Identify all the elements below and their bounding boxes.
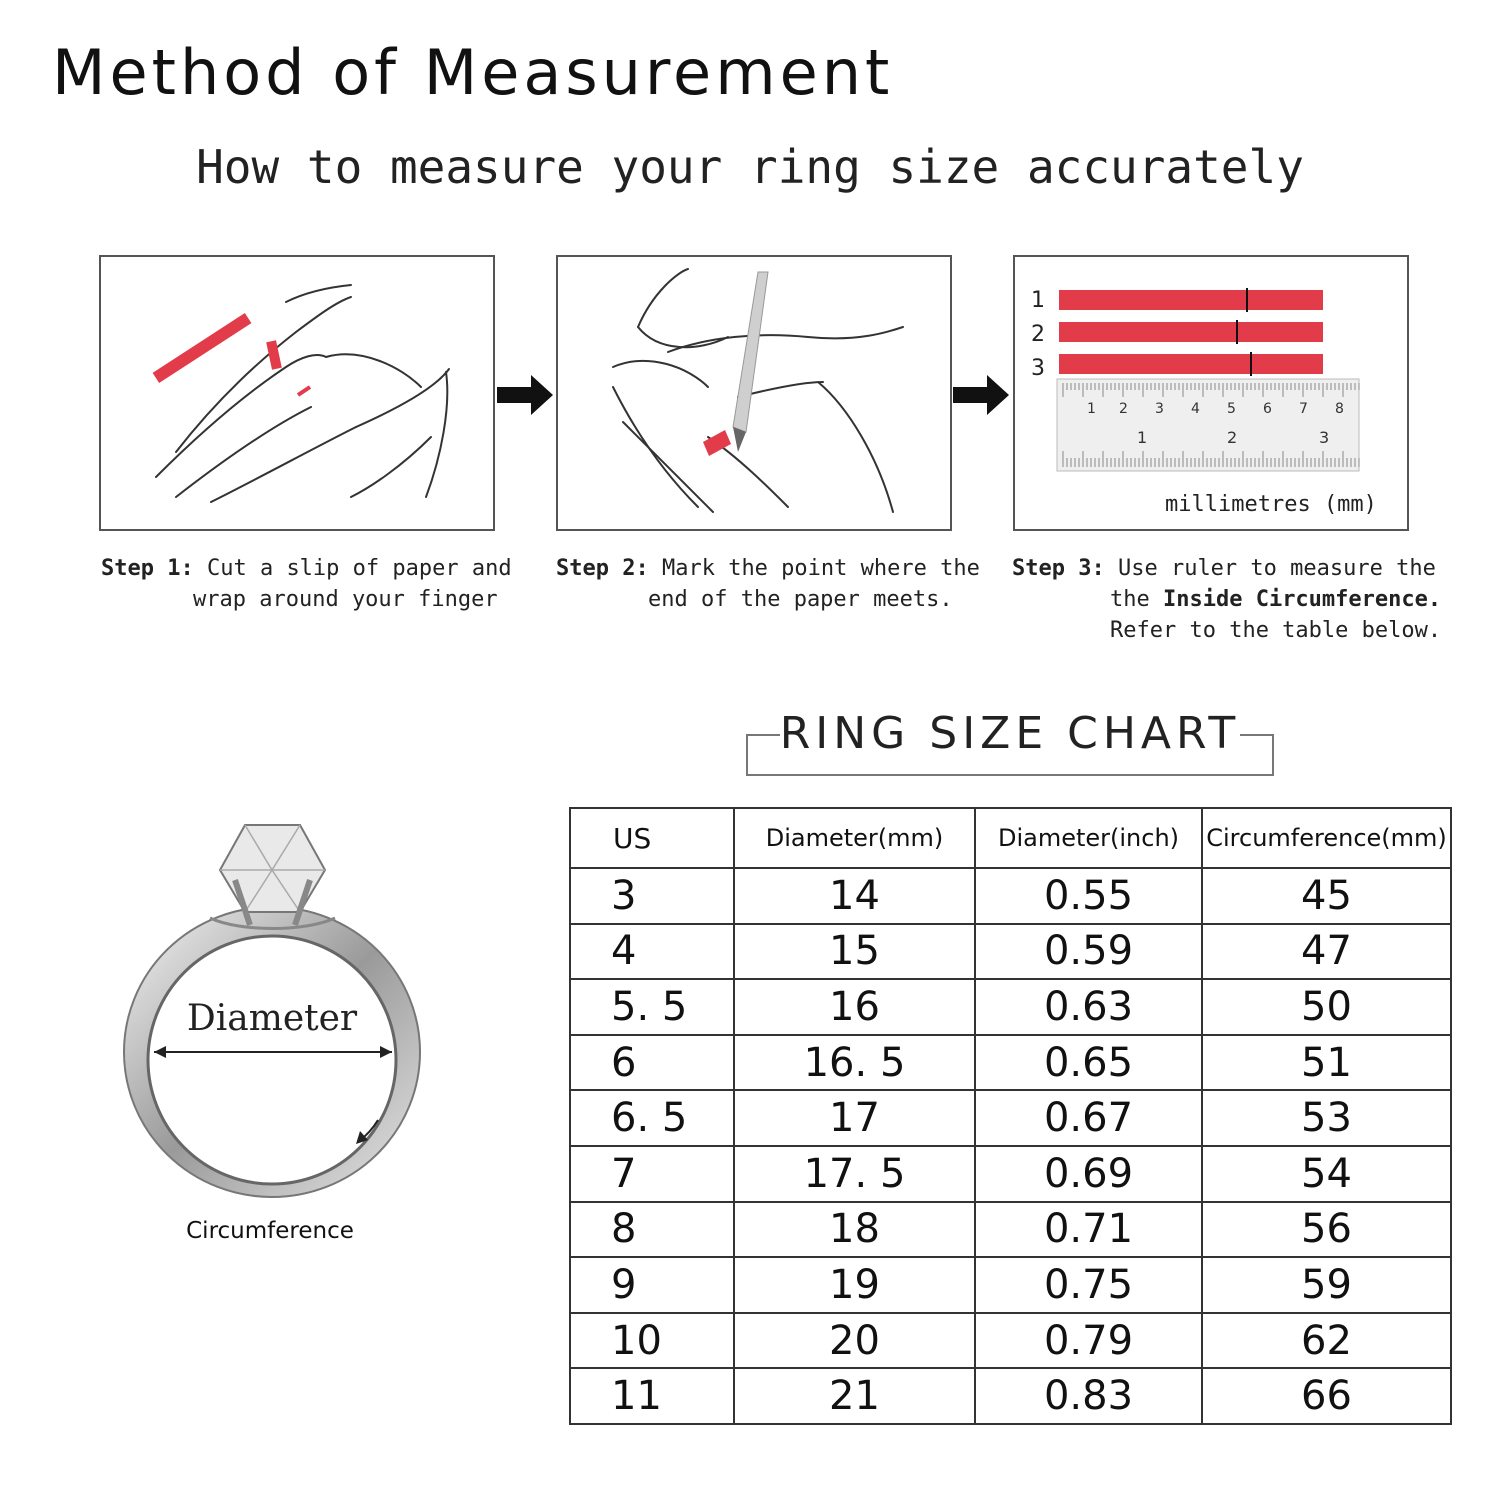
strip-number: 2 (1031, 322, 1045, 347)
table-cell: 18 (734, 1202, 975, 1258)
column-header: Circumference(mm) (1202, 808, 1451, 868)
page-title: Method of Measurement (52, 36, 894, 109)
ruler-tick-label: 7 (1299, 401, 1308, 417)
diameter-label: Diameter (186, 998, 358, 1039)
step-text: wrap around your finger (193, 587, 498, 612)
table-cell: 0.83 (975, 1368, 1202, 1424)
table-cell: 0.67 (975, 1090, 1202, 1146)
strip-number: 1 (1031, 288, 1045, 313)
table-cell: 21 (734, 1368, 975, 1424)
ruler-measure-icon (1015, 257, 1407, 529)
table-cell: 10 (570, 1313, 734, 1369)
table-cell: 0.79 (975, 1313, 1202, 1369)
step-label: Step 2: (556, 556, 649, 581)
table-cell: 8 (570, 1202, 734, 1258)
ruler-tick-label: 4 (1191, 401, 1200, 417)
table-cell: 17. 5 (734, 1146, 975, 1202)
table-row (570, 979, 1451, 1035)
hand-wrap-icon (101, 257, 493, 529)
table-cell: 7 (570, 1146, 734, 1202)
ruler-tick-label: 2 (1119, 401, 1128, 417)
table-cell: 0.71 (975, 1202, 1202, 1258)
step-text: Use ruler to measure the (1117, 556, 1436, 581)
table-cell: 5. 5 (570, 979, 734, 1035)
step-text: Refer to the table below. (1110, 618, 1442, 643)
table-cell: 14 (734, 868, 975, 924)
step-text-emphasis: Inside Circumference. (1162, 587, 1442, 612)
ruler-tick-label: 2 (1227, 428, 1238, 447)
ruler-tick-label: 3 (1155, 401, 1164, 417)
table-row (570, 924, 1451, 980)
circumference-label: Circumference (186, 1218, 354, 1244)
arrow-right-icon (953, 375, 1009, 415)
step-text: end of the paper meets. (648, 587, 953, 612)
hand-pen-mark-icon (558, 257, 950, 529)
arrow-right-icon (497, 375, 553, 415)
table-cell: 66 (1202, 1368, 1451, 1424)
table-cell: 56 (1202, 1202, 1451, 1258)
table-row (570, 1313, 1451, 1369)
column-header: Diameter(mm) (734, 808, 975, 868)
table-row (570, 1202, 1451, 1258)
page-subtitle: How to measure your ring size accurately (196, 140, 1304, 194)
ring-diagram (110, 820, 440, 1214)
ruler-tick-label: 1 (1087, 401, 1096, 417)
table-row (570, 1368, 1451, 1424)
table-cell: 4 (570, 924, 734, 980)
table-cell: 16. 5 (734, 1035, 975, 1091)
table-cell: 62 (1202, 1313, 1451, 1369)
chart-title: RING SIZE CHART (779, 708, 1241, 759)
table-cell: 0.75 (975, 1257, 1202, 1313)
table-cell: 54 (1202, 1146, 1451, 1202)
step-1-caption (101, 553, 512, 615)
step-2-caption (556, 553, 980, 615)
table-cell: 0.63 (975, 979, 1202, 1035)
table-cell: 11 (570, 1368, 734, 1424)
table-cell: 50 (1202, 979, 1451, 1035)
step-1-illustration (99, 255, 495, 531)
step-3-illustration (1013, 255, 1409, 531)
table-cell: 0.69 (975, 1146, 1202, 1202)
table-row (570, 1146, 1451, 1202)
step-text: Mark the point where the (661, 556, 980, 581)
table-cell: 3 (570, 868, 734, 924)
table-cell: 6 (570, 1035, 734, 1091)
table-cell: 19 (734, 1257, 975, 1313)
step-label: Step 1: (101, 556, 194, 581)
table-cell: 6. 5 (570, 1090, 734, 1146)
table-cell: 59 (1202, 1257, 1451, 1313)
strip-number: 3 (1031, 356, 1045, 381)
ring-size-table (569, 807, 1452, 1425)
ruler-tick-label: 5 (1227, 401, 1236, 417)
step-text: Cut a slip of paper and (206, 556, 512, 581)
table-cell: 47 (1202, 924, 1451, 980)
column-header: US (570, 808, 734, 868)
table-row (570, 1035, 1451, 1091)
ruler-tick-label: 8 (1335, 401, 1344, 417)
step-3-caption (1012, 553, 1441, 646)
ruler-tick-label: 1 (1137, 428, 1148, 447)
table-cell: 0.65 (975, 1035, 1202, 1091)
table-cell: 20 (734, 1313, 975, 1369)
table-cell: 15 (734, 924, 975, 980)
step-2-illustration (556, 255, 952, 531)
diamond-ring-icon (110, 820, 440, 1210)
table-cell: 0.55 (975, 868, 1202, 924)
table-row (570, 868, 1451, 924)
ruler-unit-label: millimetres (mm) (1165, 492, 1377, 517)
table-cell: 17 (734, 1090, 975, 1146)
column-header: Diameter(inch) (975, 808, 1202, 868)
step-label: Step 3: (1012, 556, 1105, 581)
table-cell: 45 (1202, 868, 1451, 924)
table-cell: 16 (734, 979, 975, 1035)
table-cell: 51 (1202, 1035, 1451, 1091)
table-row (570, 1257, 1451, 1313)
table-cell: 53 (1202, 1090, 1451, 1146)
table-header-row (570, 808, 1451, 868)
table-cell: 9 (570, 1257, 734, 1313)
table-row (570, 1090, 1451, 1146)
table-cell: 0.59 (975, 924, 1202, 980)
ruler-tick-label: 3 (1319, 428, 1330, 447)
ruler-tick-label: 6 (1263, 401, 1272, 417)
step-text: the (1110, 587, 1163, 612)
